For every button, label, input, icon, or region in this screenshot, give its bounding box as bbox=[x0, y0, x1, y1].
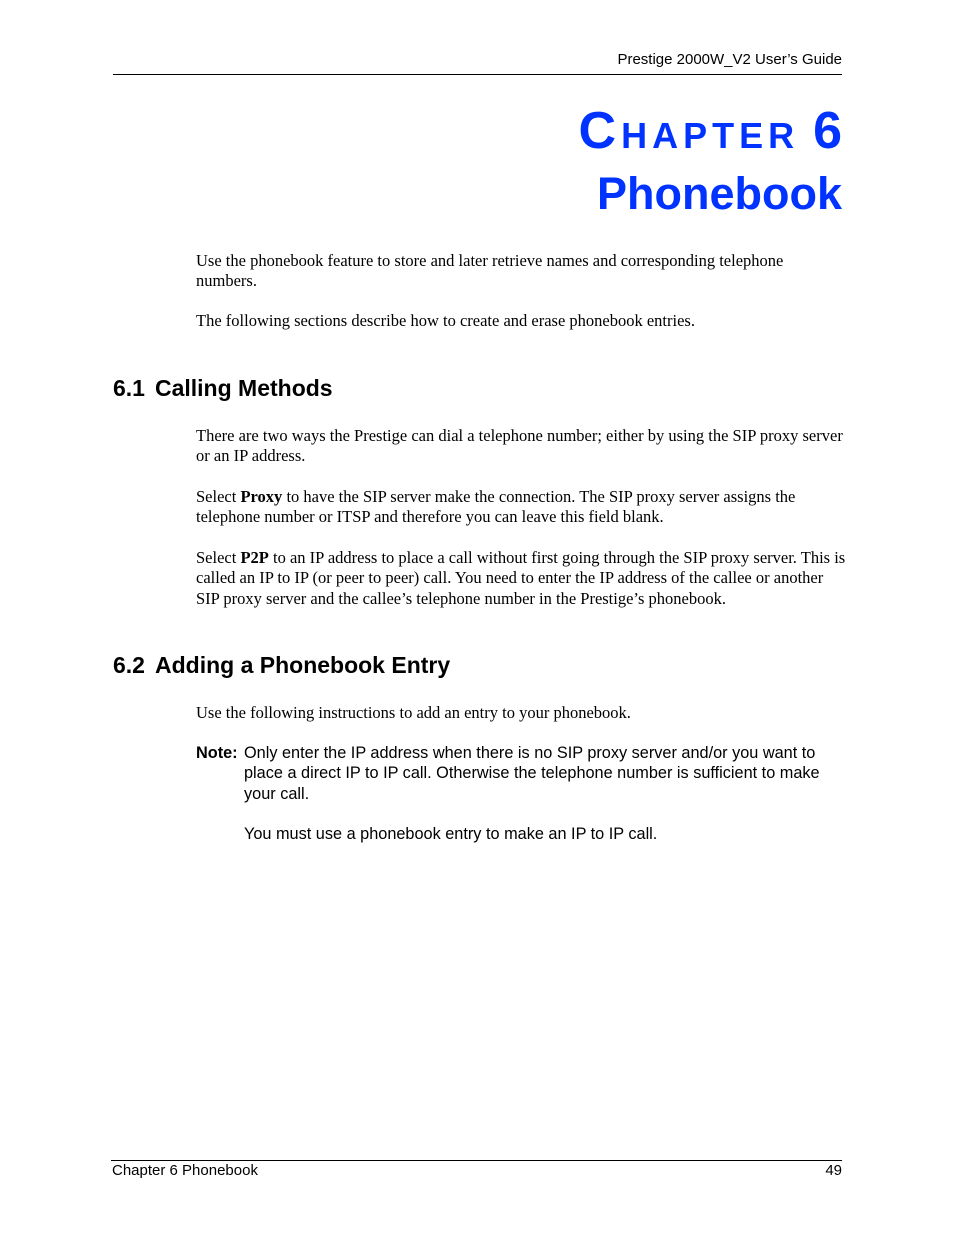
calling-methods-paragraph-p2p bbox=[196, 548, 846, 609]
section-heading-calling-methods bbox=[113, 374, 333, 402]
adding-entry-paragraph-1: Use the following instructions to add an entry to your phonebook. bbox=[196, 703, 631, 722]
note-block bbox=[196, 743, 846, 804]
section-heading-adding-entry bbox=[113, 651, 450, 679]
intro-paragraph-1: Use the phonebook feature to store and later retrieve names and corresponding telephone numbers. bbox=[196, 251, 784, 291]
note-text: Only enter the IP address when there is no SIP proxy server and/or you want to place a direct IP to IP call. Otherwise the telephone number is sufficient to make your call. bbox=[244, 744, 820, 803]
p2p-term: P2P bbox=[240, 548, 269, 567]
footer-divider bbox=[111, 1160, 842, 1161]
text-run: Select bbox=[196, 487, 241, 506]
note-extra-text: You must use a phonebook entry to make an IP to IP call. bbox=[244, 825, 658, 843]
chapter-number: 6 bbox=[813, 102, 842, 160]
section-number: 6.2 bbox=[113, 652, 145, 678]
running-header: Prestige 2000W_V2 User’s Guide bbox=[617, 51, 842, 68]
text-run: to have the SIP server make the connection. The SIP proxy server assigns the telephone number or ITSP and therefore you can leave this field blank. bbox=[196, 487, 796, 527]
chapter-title: Phonebook bbox=[597, 168, 842, 219]
chapter-word: Chapter bbox=[578, 102, 800, 160]
running-footer: Chapter 6 Phonebook bbox=[112, 1162, 258, 1179]
intro-paragraph-2: The following sections describe how to create and erase phonebook entries. bbox=[196, 311, 695, 330]
section-title: Adding a Phonebook Entry bbox=[154, 652, 451, 678]
header-divider bbox=[113, 74, 842, 75]
section-title: Calling Methods bbox=[154, 375, 333, 401]
chapter-label bbox=[579, 100, 842, 162]
calling-methods-paragraph-1: There are two ways the Prestige can dial a telephone number; either by using the SIP proxy server or an IP address. bbox=[196, 426, 843, 466]
section-number: 6.1 bbox=[113, 375, 145, 401]
page-number: 49 bbox=[825, 1162, 842, 1179]
calling-methods-paragraph-proxy bbox=[196, 487, 846, 528]
note-label: Note: bbox=[196, 744, 238, 762]
proxy-term: Proxy bbox=[240, 487, 283, 506]
text-run: to an IP address to place a call without first going through the SIP proxy server. This is called an IP to IP (or peer to peer) call. You need to enter the IP address of the callee or another SIP proxy server and the callee’s telephone number in the Prestige’s phonebook. bbox=[196, 548, 846, 608]
text-run: Select bbox=[196, 548, 241, 567]
